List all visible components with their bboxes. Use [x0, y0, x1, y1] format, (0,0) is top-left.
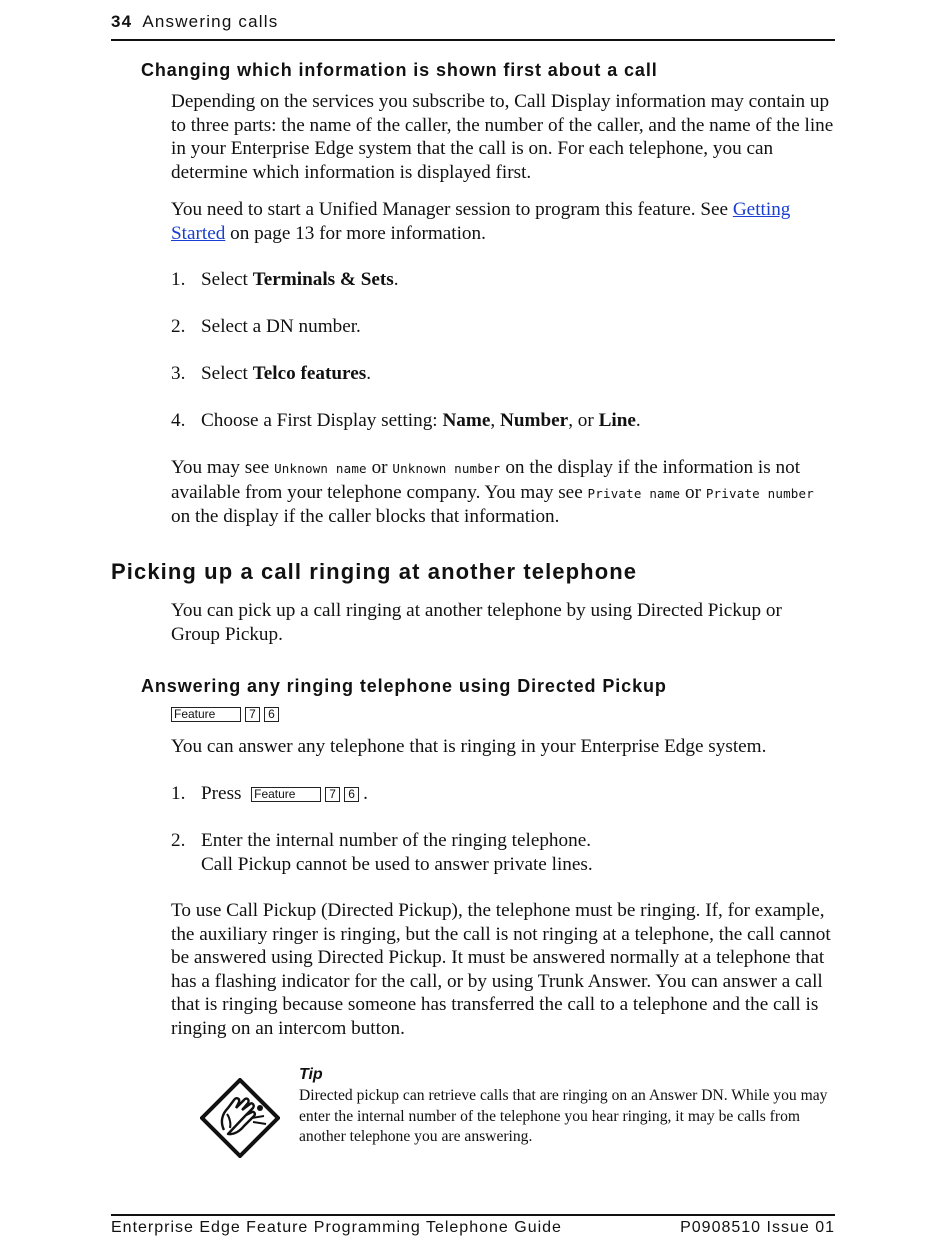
- step-4: [171, 409, 835, 433]
- step-bold: Telco features: [252, 363, 367, 384]
- digit-key: 6: [264, 707, 279, 722]
- heading-changing-info: Changing which information is shown first about a call: [141, 60, 658, 80]
- page-number: 34: [111, 12, 133, 31]
- step-enter-number: [171, 829, 835, 876]
- heading-directed-pickup: Answering any ringing telephone using Directed Pickup: [141, 676, 667, 696]
- heading-picking-up: Picking up a call ringing at another telephone: [111, 559, 638, 584]
- footer-guide-title: Enterprise Edge Feature Programming Telephone Guide: [111, 1219, 562, 1236]
- step-text: Press: [201, 783, 242, 804]
- display-code: Private name: [587, 485, 681, 501]
- step-number: 3.: [171, 363, 186, 384]
- tip-title: Tip: [299, 1066, 323, 1083]
- paragraph-pickup-intro: You can pick up a call ringing at another telephone by using Directed Pickup or Group Pickup.: [171, 600, 782, 645]
- step-press-feature: 1. Press Feature 7 6 .: [171, 783, 368, 804]
- step-number: 1.: [171, 783, 186, 804]
- paragraph-answer-any: You can answer any telephone that is ringing in your Enterprise Edge system.: [171, 736, 767, 757]
- step-text: Enter the internal number of the ringing telephone.: [201, 830, 592, 851]
- step-3: [171, 362, 835, 386]
- display-code: Unknown number: [392, 461, 501, 476]
- step-text: Select: [201, 363, 253, 384]
- digit-key: 6: [344, 787, 359, 802]
- step-text: .: [635, 410, 641, 431]
- text-segment: You need to start a Unified Manager session to program this feature. See: [171, 199, 733, 220]
- link-getting-started[interactable]: Getting Started: [171, 199, 791, 244]
- paragraph-call-display: Depending on the services you subscribe to, Call Display information may contain up to three parts: the name of the caller, the number of the caller, and the name of the line in your Enterprise Edge system that the call is on. For each telephone, you can determine which information is displayed first.: [171, 91, 834, 183]
- step-text: .: [366, 363, 371, 384]
- section-title: Answering calls: [142, 12, 279, 31]
- step-text: Choose a First Display setting:: [201, 410, 443, 431]
- hand-tip-icon: [200, 1078, 280, 1158]
- step-bold: Name: [442, 410, 491, 431]
- tip-text: Directed pickup can retrieve calls that are ringing on an Answer DN. While you may enter the internal number of the telephone you hear ringing, it may be calls from another telephone you are answering.: [299, 1087, 828, 1145]
- step-text: ,: [490, 410, 500, 431]
- step-text: Select a DN number.: [201, 316, 361, 337]
- feature-code-keys: [171, 706, 283, 724]
- step-note: Call Pickup cannot be used to answer private lines.: [201, 853, 593, 875]
- page-header: [111, 12, 835, 38]
- text-segment: on the display if the information is not available from your telephone company. You may see: [171, 457, 801, 503]
- digit-key: 7: [325, 787, 340, 802]
- text-segment: on page 13 for more information.: [225, 222, 486, 244]
- step-text: , or: [568, 410, 599, 431]
- step-bold: Number: [499, 410, 569, 431]
- text-segment: or: [366, 457, 393, 478]
- step-number: 2.: [171, 830, 186, 851]
- digit-key: 7: [245, 707, 260, 722]
- paragraph-call-pickup-rules: To use Call Pickup (Directed Pickup), the telephone must be ringing. If, for example, the auxiliary ringer is ringing, but the call is not ringing at a telephone, the call cannot be answered using Directed Pickup. It must be answered normally at a telephone that has a flashing indicator for the call, or by using Trunk Answer. You can answer a call that is ringing because someone has transferred the call to a telephone and the call is ringing on an intercom button.: [171, 900, 831, 1039]
- text-segment: on the display if the caller blocks that information.: [171, 506, 560, 527]
- text-segment: or: [680, 481, 706, 503]
- feature-key: Feature: [171, 707, 241, 722]
- step-bold: Line: [598, 410, 636, 431]
- paragraph-unified-manager: [171, 198, 835, 245]
- feature-key: Feature: [251, 787, 321, 802]
- step-text: .: [393, 269, 399, 290]
- paragraph-display-note: [171, 456, 835, 529]
- step-number: 4.: [171, 410, 186, 431]
- footer-document-id: P0908510 Issue 01: [680, 1219, 835, 1236]
- footer-divider: [111, 1214, 835, 1216]
- header-divider: [111, 39, 835, 41]
- display-code: Unknown name: [274, 461, 367, 476]
- step-1: [171, 268, 835, 292]
- step-number: 2.: [171, 316, 186, 337]
- step-text: Select: [201, 269, 253, 290]
- step-2: [171, 315, 835, 339]
- step-bold: Terminals & Sets: [252, 269, 394, 290]
- text-segment: You may see: [171, 457, 275, 478]
- display-code: Private number: [705, 485, 814, 501]
- step-number: 1.: [171, 269, 186, 290]
